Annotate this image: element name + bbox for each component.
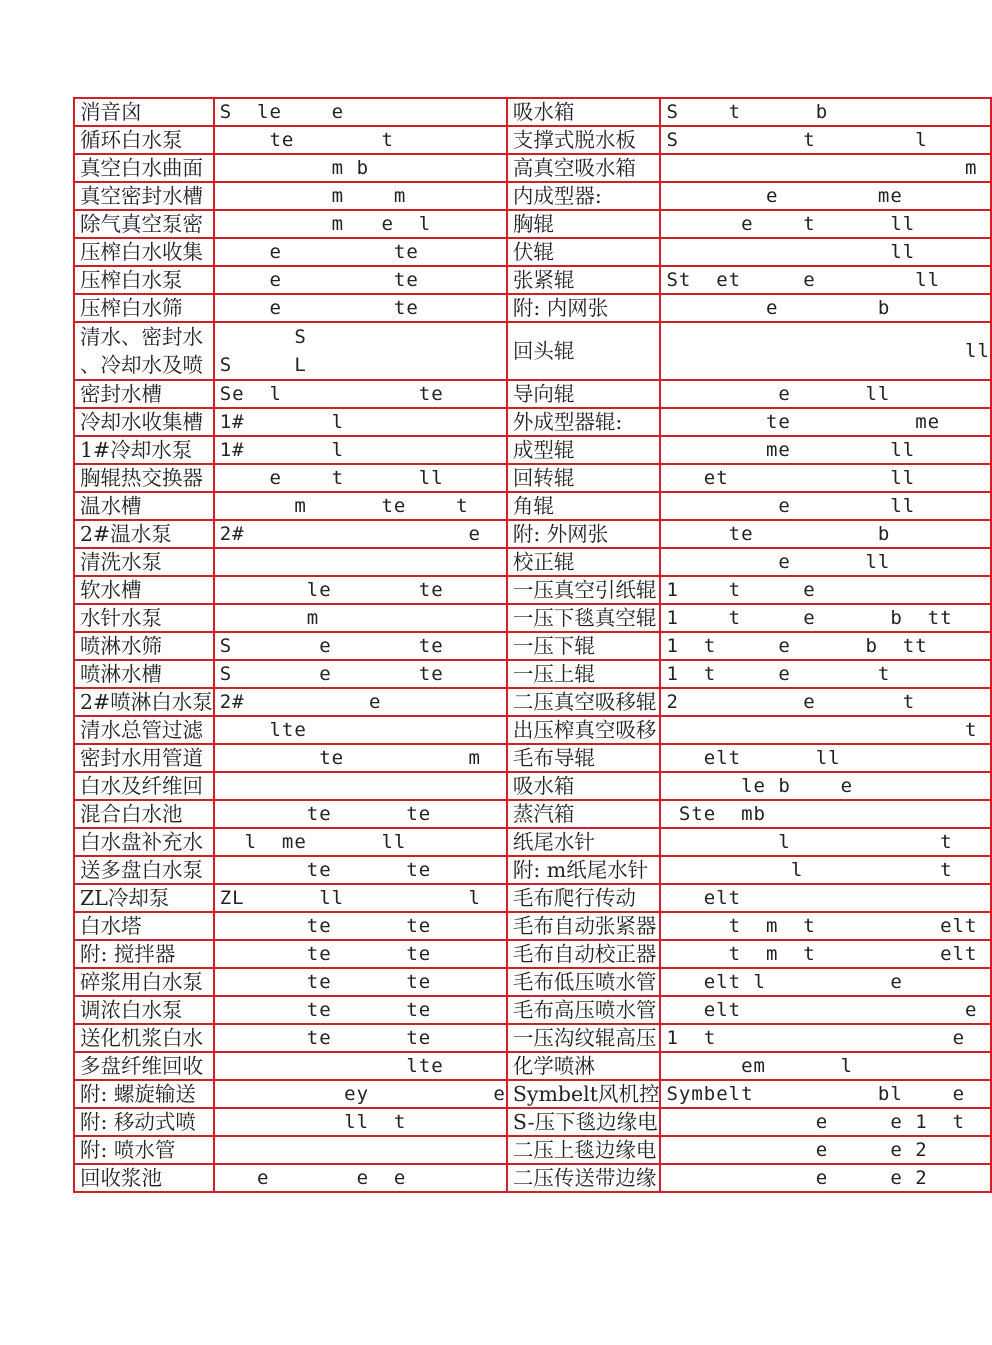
english-cell: ll	[660, 238, 990, 266]
name-cell: 温水槽	[74, 492, 214, 520]
table-row	[74, 744, 991, 772]
name-cell: 送化机浆白水	[74, 1024, 214, 1052]
name-cell: 清水总管过滤	[74, 716, 214, 744]
english-cell: S e te	[214, 660, 507, 688]
english-cell: e e 1 t	[660, 1108, 990, 1136]
english-cell: ll t	[214, 1108, 507, 1136]
name-cell: 高真空吸水箱	[507, 154, 661, 182]
english-cell: le b e	[660, 772, 990, 800]
english-cell: elt l e	[660, 968, 990, 996]
english-cell: te te	[214, 940, 507, 968]
name-cell: 密封水用管道	[74, 744, 214, 772]
name-cell: 附: m纸尾水针	[507, 856, 661, 884]
english-cell: e ll	[660, 492, 990, 520]
english-cell: te b	[660, 520, 990, 548]
english-cell: te te	[214, 996, 507, 1024]
english-cell: elt	[660, 884, 990, 912]
english-cell: e ll	[660, 548, 990, 576]
name-cell: 真空白水曲面	[74, 154, 214, 182]
table-row	[74, 154, 991, 182]
table-row	[74, 492, 991, 520]
table-row	[74, 884, 991, 912]
english-cell: me ll	[660, 436, 990, 464]
english-cell: 1 t e t	[660, 660, 990, 688]
english-cell: e t ll	[660, 210, 990, 238]
name-cell: 胸辊	[507, 210, 661, 238]
name-cell: 一压下辊	[507, 632, 661, 660]
name-cell: 白水塔	[74, 912, 214, 940]
table-row	[74, 294, 991, 322]
english-cell: 2 e t	[660, 688, 990, 716]
name-cell: 张紧辊	[507, 266, 661, 294]
name-cell: 支撑式脱水板	[507, 126, 661, 154]
table-row	[74, 800, 991, 828]
name-cell: 调浓白水泵	[74, 996, 214, 1024]
name-cell: 外成型器辊:	[507, 408, 661, 436]
name-cell: 真空密封水槽	[74, 182, 214, 210]
name-cell: 1#冷却水泵	[74, 436, 214, 464]
equipment-table	[73, 97, 992, 1193]
name-cell: 压榨白水泵	[74, 266, 214, 294]
name-cell: 多盘纤维回收	[74, 1052, 214, 1080]
name-cell: 冷却水收集槽	[74, 408, 214, 436]
english-cell: e te	[214, 266, 507, 294]
name-cell: 角辊	[507, 492, 661, 520]
table-row	[74, 1052, 991, 1080]
table-row	[74, 968, 991, 996]
table-row	[74, 548, 991, 576]
table-row	[74, 1108, 991, 1136]
table-row	[74, 772, 991, 800]
name-cell: 纸尾水针	[507, 828, 661, 856]
name-cell: 附: 内网张	[507, 294, 661, 322]
name-cell: 二压真空吸移辊	[507, 688, 661, 716]
english-cell: te me	[660, 408, 990, 436]
table-row	[74, 408, 991, 436]
english-cell: lte	[214, 1052, 507, 1080]
name-cell: 附: 喷水管	[74, 1136, 214, 1164]
english-cell: te te	[214, 856, 507, 884]
table-row	[74, 1080, 991, 1108]
table-row	[74, 436, 991, 464]
name-cell: 附: 螺旋输送	[74, 1080, 214, 1108]
name-cell: 毛布高压喷水管	[507, 996, 661, 1024]
english-cell: ey e	[214, 1080, 507, 1108]
name-cell: 成型辊	[507, 436, 661, 464]
name-cell: 回头辊	[507, 322, 661, 380]
english-cell: l me ll	[214, 828, 507, 856]
name-cell: 毛布低压喷水管	[507, 968, 661, 996]
table-row	[74, 98, 991, 126]
english-cell: e ll	[660, 380, 990, 408]
name-cell: 吸水箱	[507, 772, 661, 800]
name-cell: 回转辊	[507, 464, 661, 492]
english-cell: t m t elt	[660, 912, 990, 940]
name-cell: Symbelt风机控	[507, 1080, 661, 1108]
english-cell: e t ll	[214, 464, 507, 492]
name-cell: 附: 外网张	[507, 520, 661, 548]
name-cell: 内成型器:	[507, 182, 661, 210]
english-cell: et ll	[660, 464, 990, 492]
name-cell: 碎浆用白水泵	[74, 968, 214, 996]
table-body	[74, 98, 991, 1192]
english-cell: 1 t e b tt	[660, 604, 990, 632]
english-cell: m	[660, 154, 990, 182]
english-cell: Se l te	[214, 380, 507, 408]
table-row	[74, 856, 991, 884]
english-cell: e e e	[214, 1164, 507, 1192]
name-cell: 附: 搅拌器	[74, 940, 214, 968]
english-cell: St et e ll	[660, 266, 990, 294]
table-row	[74, 576, 991, 604]
english-cell	[214, 772, 507, 800]
table-row	[74, 210, 991, 238]
table-row	[74, 182, 991, 210]
name-cell: 伏辊	[507, 238, 661, 266]
name-cell: 化学喷淋	[507, 1052, 661, 1080]
table-row	[74, 604, 991, 632]
english-cell: te te	[214, 800, 507, 828]
english-cell: lte	[214, 716, 507, 744]
english-cell: le te	[214, 576, 507, 604]
english-cell: m	[214, 604, 507, 632]
english-cell: t	[660, 716, 990, 744]
name-cell: 喷淋水筛	[74, 632, 214, 660]
name-cell: 蒸汽箱	[507, 800, 661, 828]
name-cell: 软水槽	[74, 576, 214, 604]
table-row	[74, 464, 991, 492]
name-cell: 导向辊	[507, 380, 661, 408]
english-cell: e b	[660, 294, 990, 322]
english-cell: 2# e	[214, 520, 507, 548]
english-cell: 1 t e	[660, 1024, 990, 1052]
table-row	[74, 996, 991, 1024]
table-row	[74, 632, 991, 660]
table-row	[74, 940, 991, 968]
name-cell: 一压上辊	[507, 660, 661, 688]
english-cell: ll	[660, 322, 990, 380]
english-cell	[214, 1136, 507, 1164]
name-cell: 清水、密封水 、冷却水及喷	[74, 322, 214, 380]
english-cell: elt e	[660, 996, 990, 1024]
name-cell: 二压传送带边缘	[507, 1164, 661, 1192]
name-cell: 清洗水泵	[74, 548, 214, 576]
name-cell: ZL冷却泵	[74, 884, 214, 912]
english-cell: e e 2	[660, 1164, 990, 1192]
name-cell: 回收浆池	[74, 1164, 214, 1192]
english-cell: m b	[214, 154, 507, 182]
english-cell: 1# l	[214, 408, 507, 436]
name-cell: 毛布爬行传动	[507, 884, 661, 912]
name-cell: 除气真空泵密	[74, 210, 214, 238]
table-row	[74, 266, 991, 294]
english-cell: em l	[660, 1052, 990, 1080]
name-cell: 白水及纤维回	[74, 772, 214, 800]
english-cell: e e 2	[660, 1136, 990, 1164]
name-cell: 消音囟	[74, 98, 214, 126]
name-cell: 压榨白水收集	[74, 238, 214, 266]
name-cell: 校正辊	[507, 548, 661, 576]
table-row	[74, 660, 991, 688]
english-cell: S t b	[660, 98, 990, 126]
name-cell: 2#温水泵	[74, 520, 214, 548]
english-cell: e te	[214, 294, 507, 322]
name-cell: 一压真空引纸辊	[507, 576, 661, 604]
english-cell: l t	[660, 856, 990, 884]
table-row	[74, 1024, 991, 1052]
english-cell: Symbelt bl e	[660, 1080, 990, 1108]
table-row	[74, 716, 991, 744]
english-cell: 1# l	[214, 436, 507, 464]
english-cell: S e te	[214, 632, 507, 660]
english-cell: ZL ll l	[214, 884, 507, 912]
english-cell: l t	[660, 828, 990, 856]
table-row	[74, 380, 991, 408]
english-cell	[214, 548, 507, 576]
english-cell: elt ll	[660, 744, 990, 772]
name-cell: 附: 移动式喷	[74, 1108, 214, 1136]
table-row	[74, 1164, 991, 1192]
english-cell: Ste mb	[660, 800, 990, 828]
english-cell: 1 t e	[660, 576, 990, 604]
name-cell: 循环白水泵	[74, 126, 214, 154]
table-row	[74, 520, 991, 548]
name-cell: 毛布自动校正器	[507, 940, 661, 968]
name-cell: 送多盘白水泵	[74, 856, 214, 884]
name-cell: 喷淋水槽	[74, 660, 214, 688]
name-cell: 一压下毯真空辊	[507, 604, 661, 632]
name-cell: 二压上毯边缘电	[507, 1136, 661, 1164]
english-cell: e te	[214, 238, 507, 266]
name-cell: 吸水箱	[507, 98, 661, 126]
name-cell: 压榨白水筛	[74, 294, 214, 322]
english-cell: S S L	[214, 322, 507, 380]
table-row	[74, 688, 991, 716]
name-cell: 毛布导辊	[507, 744, 661, 772]
english-cell: m e l	[214, 210, 507, 238]
english-cell: te m	[214, 744, 507, 772]
name-cell: 一压沟纹辊高压	[507, 1024, 661, 1052]
table-row	[74, 126, 991, 154]
english-cell: m m	[214, 182, 507, 210]
name-cell: 水针水泵	[74, 604, 214, 632]
english-cell: S le e	[214, 98, 507, 126]
english-cell: 1 t e b tt	[660, 632, 990, 660]
table-row	[74, 912, 991, 940]
english-cell: te t	[214, 126, 507, 154]
name-cell: 胸辊热交换器	[74, 464, 214, 492]
table-row	[74, 828, 991, 856]
name-cell: 2#喷淋白水泵	[74, 688, 214, 716]
table-row	[74, 322, 991, 380]
english-cell: te te	[214, 1024, 507, 1052]
table-row	[74, 238, 991, 266]
name-cell: 毛布自动张紧器	[507, 912, 661, 940]
english-cell: te te	[214, 968, 507, 996]
english-cell: te te	[214, 912, 507, 940]
name-cell: 白水盘补充水	[74, 828, 214, 856]
english-cell: 2# e	[214, 688, 507, 716]
name-cell: 混合白水池	[74, 800, 214, 828]
english-cell: S t l	[660, 126, 990, 154]
english-cell: m te t	[214, 492, 507, 520]
name-cell: S-压下毯边缘电	[507, 1108, 661, 1136]
english-cell: e me	[660, 182, 990, 210]
table-row	[74, 1136, 991, 1164]
name-cell: 密封水槽	[74, 380, 214, 408]
english-cell: t m t elt	[660, 940, 990, 968]
name-cell: 出压榨真空吸移	[507, 716, 661, 744]
